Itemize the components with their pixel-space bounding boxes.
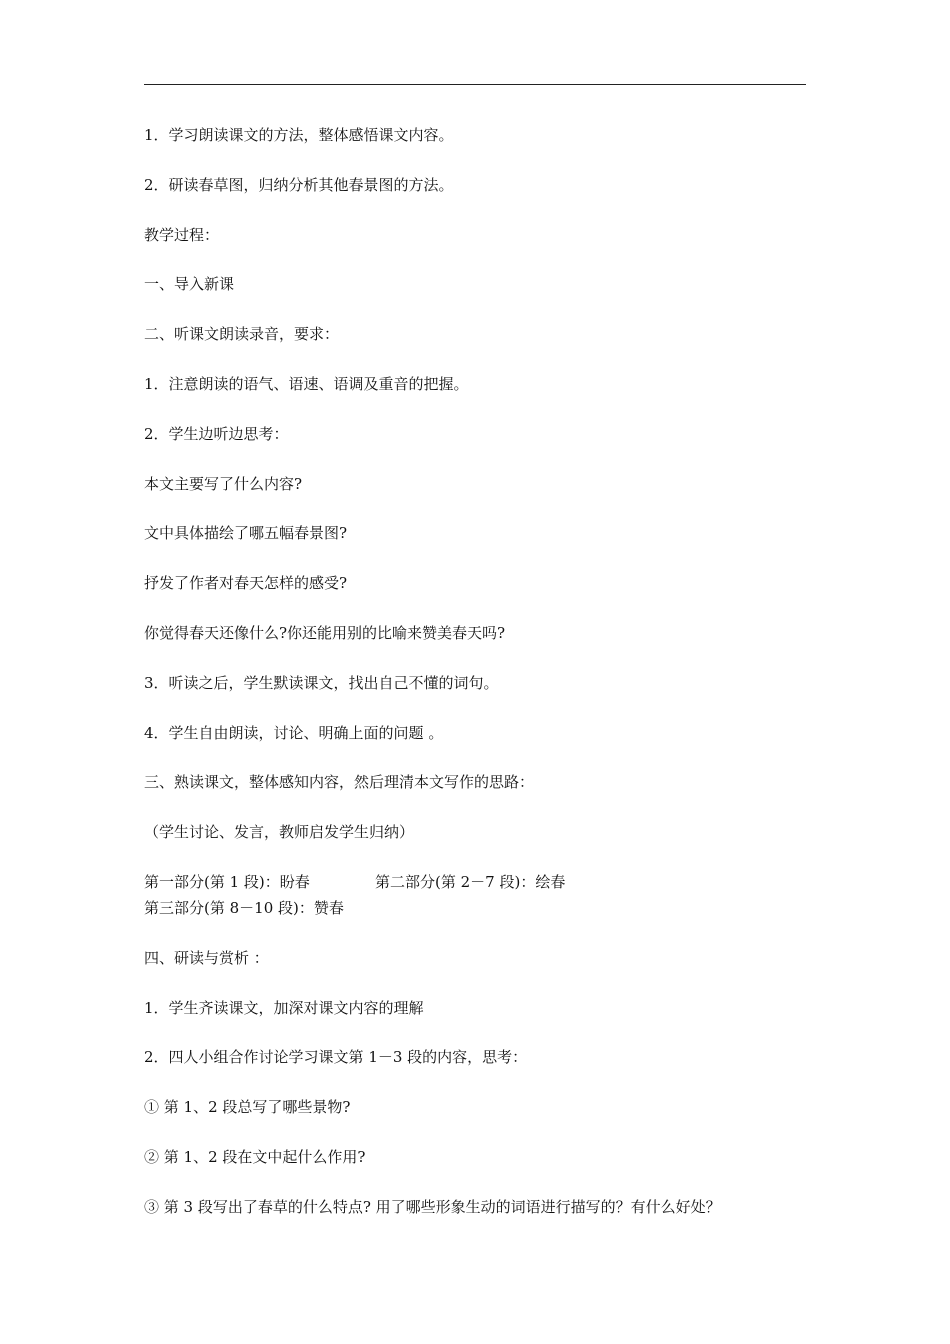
question-4: 你觉得春天还像什么?你还能用别的比喻来赞美春天吗? xyxy=(144,623,506,642)
structure-parts-row xyxy=(144,869,806,895)
step-1-heading: 一、导入新课 xyxy=(144,275,235,294)
step-3-heading: 三、熟读课文，整体感知内容，然后理清本文写作的思路： xyxy=(144,773,535,792)
discussion-question-2: ② 第 1、2 段在文中起什么作用? xyxy=(144,1147,366,1166)
step-3-note: （学生讨论、发言，教师启发学生归纳） xyxy=(144,823,415,842)
step-2-item-2: 2．学生边听边思考： xyxy=(144,424,289,443)
header-rule xyxy=(144,84,806,85)
step-4-item-2: 2．四人小组合作讨论学习课文第 1－3 段的内容，思考： xyxy=(144,1048,528,1067)
step-2-item-4: 4．学生自由朗读，讨论、明确上面的问题 。 xyxy=(144,723,444,742)
question-3: 抒发了作者对春天怎样的感受? xyxy=(144,574,348,593)
step-4-heading: 四、研读与赏析 ： xyxy=(144,948,269,967)
question-1: 本文主要写了什么内容? xyxy=(144,474,303,493)
part-3: 第三部分(第 8－10 段)：赞春 xyxy=(144,898,344,917)
document-body xyxy=(144,122,806,1220)
discussion-question-1: ① 第 1、2 段总写了哪些景物? xyxy=(144,1098,351,1117)
objective-1: 1．学习朗读课文的方法，整体感悟课文内容。 xyxy=(144,126,454,144)
step-2-item-3: 3．听读之后，学生默读课文，找出自己不懂的词句。 xyxy=(144,673,499,692)
discussion-question-3: ③ 第 3 段写出了春草的什么特点? 用了哪些形象生动的词语进行描写的？有什么好处？ xyxy=(144,1197,721,1216)
section-heading-process: 教学过程： xyxy=(144,225,220,244)
step-4-item-1: 1．学生齐读课文，加深对课文内容的理解 xyxy=(144,998,424,1017)
step-2-item-1: 1．注意朗读的语气、语速、语调及重音的把握。 xyxy=(144,374,469,393)
question-2: 文中具体描绘了哪五幅春景图? xyxy=(144,524,348,543)
objective-2: 2．研读春草图，归纳分析其他春景图的方法。 xyxy=(144,175,454,194)
step-2-heading: 二、听课文朗读录音，要求： xyxy=(144,325,340,344)
part-2: 第二部分(第 2－7 段)：绘春 xyxy=(375,872,566,891)
part-1: 第一部分(第 1 段)：盼春 xyxy=(144,872,310,891)
